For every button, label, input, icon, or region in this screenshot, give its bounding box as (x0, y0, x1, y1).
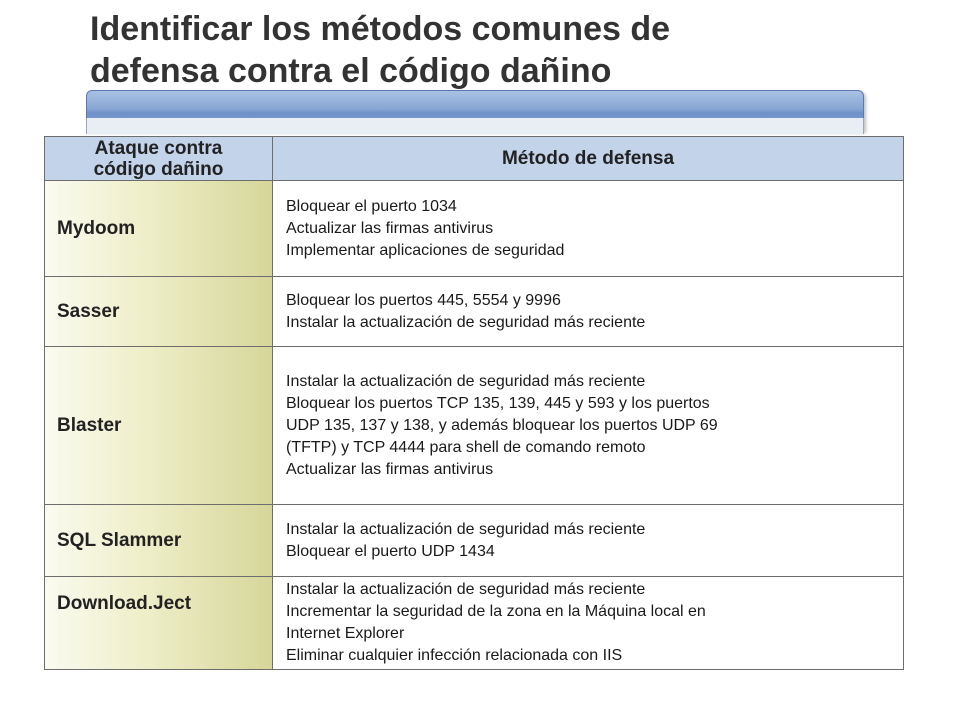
defense-item: Incrementar la seguridad de la zona en la Máquina local en (286, 603, 706, 620)
header-defense-cell (273, 137, 903, 180)
defense-item: Instalar la actualización de seguridad más reciente (286, 313, 646, 331)
defense-item: Internet Explorer (286, 625, 405, 642)
defense-item: Instalar la actualización de seguridad más reciente (286, 581, 646, 598)
defense-table (44, 136, 904, 670)
attack-cell (45, 505, 273, 576)
decorative-tab-panel (86, 118, 864, 134)
header-attack-line-2: código dañino (93, 158, 224, 180)
defense-list (286, 196, 564, 262)
defense-item: UDP 135, 137 y 138, y además bloquear los puertos UDP 69 (286, 416, 718, 434)
header-defense-label: Método de defensa (501, 147, 675, 169)
defense-list (286, 371, 718, 481)
attack-name: Blaster (57, 414, 122, 436)
defense-item: Bloquear el puerto UDP 1434 (286, 542, 495, 560)
table-row (45, 181, 903, 277)
defense-item: Instalar la actualización de seguridad más reciente (286, 520, 646, 538)
defense-item: Actualizar las firmas antivirus (286, 219, 494, 237)
attack-name: SQL Slammer (57, 529, 182, 551)
defense-cell (273, 505, 903, 576)
title-line-2: defensa contra el código dañino (90, 52, 612, 90)
table-row (45, 505, 903, 577)
table-header-row (45, 137, 903, 181)
defense-cell (273, 181, 903, 276)
table-row (45, 347, 903, 505)
defense-item: Actualizar las firmas antivirus (286, 460, 494, 478)
attack-name: Sasser (57, 300, 120, 322)
defense-item: (TFTP) y TCP 4444 para shell de comando remoto (286, 438, 646, 456)
page-title (90, 8, 910, 92)
attack-cell (45, 181, 273, 276)
defense-list (286, 579, 706, 667)
defense-list (286, 519, 645, 563)
defense-item: Eliminar cualquier infección relacionada con IIS (286, 647, 623, 664)
attack-cell (45, 347, 273, 504)
attack-name: Download.Ject (57, 593, 192, 614)
defense-cell (273, 577, 903, 669)
defense-item: Instalar la actualización de seguridad más reciente (286, 372, 646, 390)
attack-name: Mydoom (57, 217, 136, 239)
attack-cell (45, 577, 273, 669)
header-attack-cell (45, 137, 273, 180)
header-attack-line-1: Ataque contra (94, 137, 223, 159)
defense-cell (273, 277, 903, 346)
table-row (45, 577, 903, 669)
defense-item: Implementar aplicaciones de seguridad (286, 241, 565, 259)
defense-list (286, 290, 645, 334)
defense-item: Bloquear los puertos 445, 5554 y 9996 (286, 291, 561, 309)
table-row (45, 277, 903, 347)
defense-item: Bloquear el puerto 1034 (286, 197, 457, 215)
defense-cell (273, 347, 903, 504)
title-line-1: Identificar los métodos comunes de (90, 10, 671, 48)
attack-cell (45, 277, 273, 346)
defense-item: Bloquear los puertos TCP 135, 139, 445 y 593 y los puertos (286, 394, 710, 412)
